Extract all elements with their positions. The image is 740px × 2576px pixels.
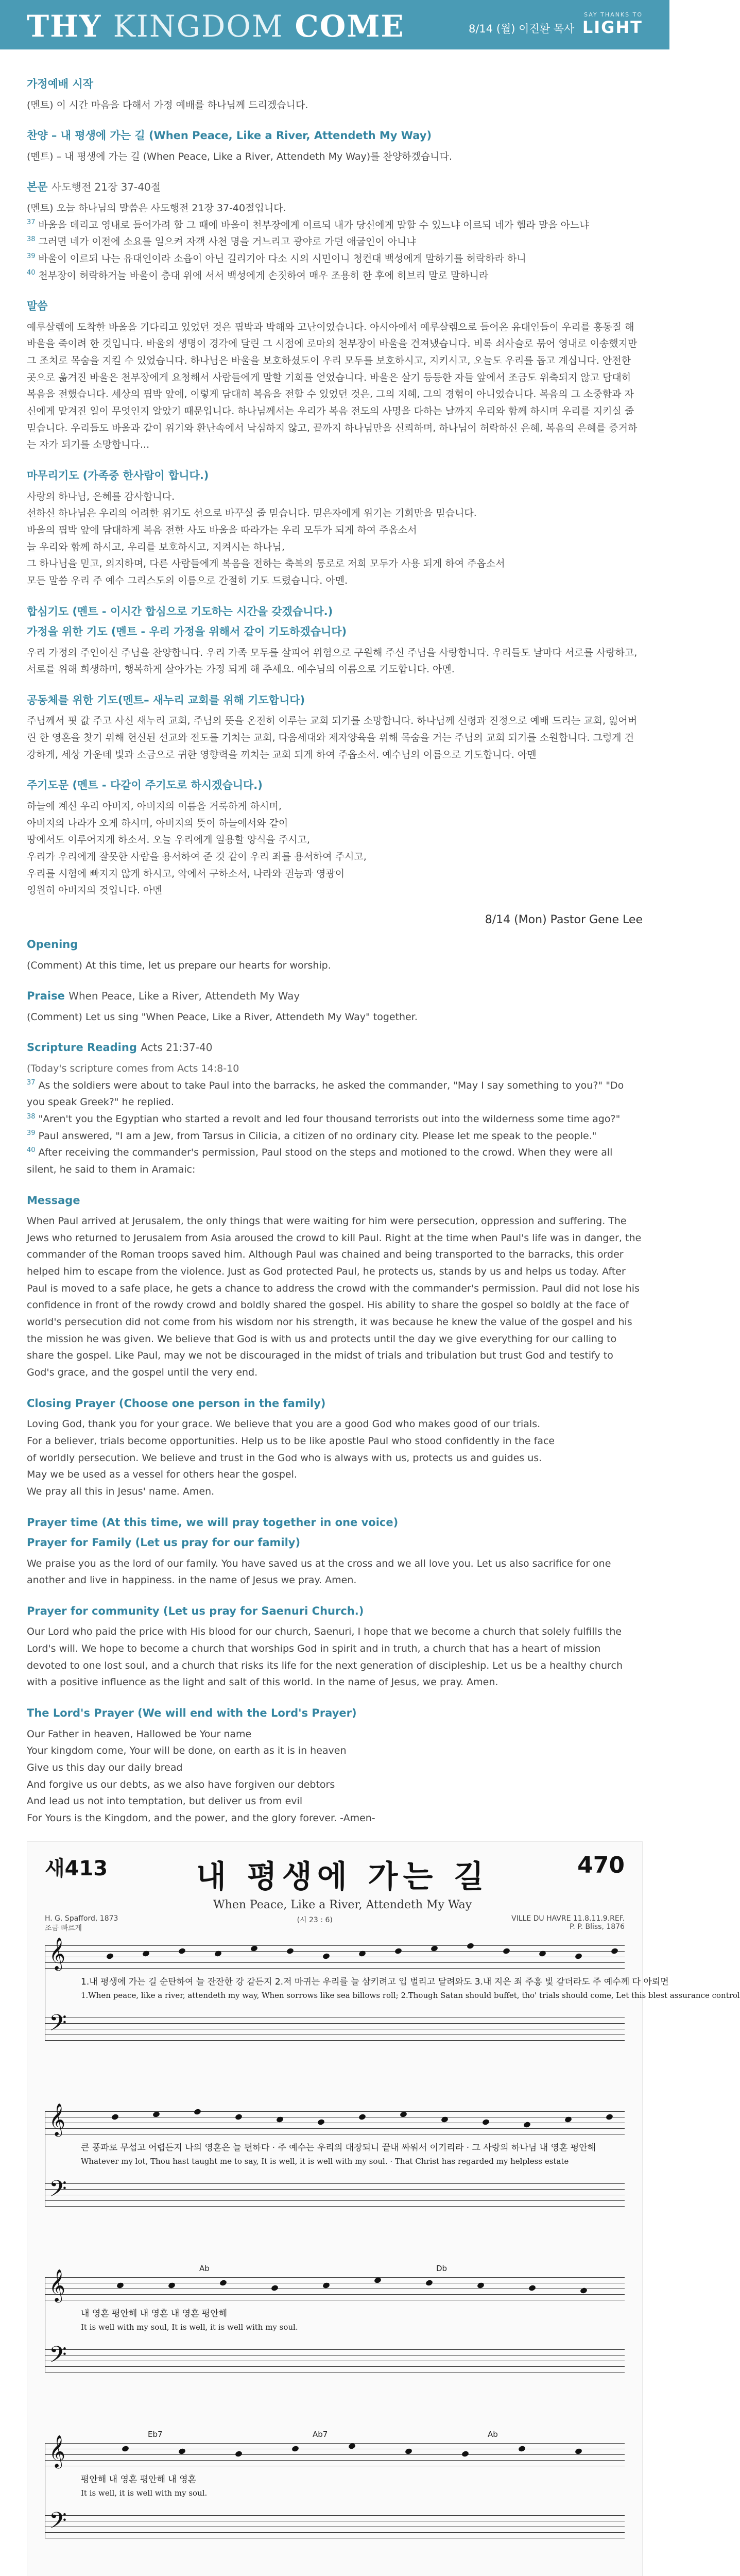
treble-staff [45, 2111, 625, 2134]
prayer-line: 바울의 핍박 앞에 담대하게 복음 전한 사도 바울을 따라가는 우리 모두가 되게 하여 주옵소서 [27, 524, 417, 536]
ko-scripture [27, 179, 643, 284]
en-community-prayer [27, 1603, 643, 1691]
prayer-line: May we be used as a vessel for others hear the gospel. [27, 1469, 297, 1481]
ko-message-text: 예루살렘에 도착한 바울을 기다리고 있었던 것은 핍박과 박해와 고난이었습니다. 아시아에서 예루살렘으로 들어온 유대인들이 우리를 흥동질 해 바울을 죽이려 한 것입니다. 바울의 생명이 경각에 달린 그 시점에 로마의 천부장이 바울을 건져냈습니다. 비록 쇠사슬로 묶어 영내로 이송했지만 그 조치로 목숨을 지킬 수 있었습니다. 하나님은 바울을 보호하셨도이 우리 모두를 보호하시고, 지키시고, 오늘도 우리를 돕고 계십니다. 안전한 곳으로 옮겨진 바울은 천부장에게 요청해서 사람들에게 말할 기회를 얻었습니다. 바울은 살기 등등한 자들 앞에서 조금도 위축되지 않고 담대히 복음을 전했습니다. 세상의 핍박 앞에, 이렇게 담대히 복음을 전할 수 있었던 것은, 그의 지혜, 그의 경험이 아니었습니다. 복음의 그 소중함과 자신에게 맡겨진 일이 무엇인지 알았기 때문입니다. 하나님께서는 우리가 복음 전도의 사명을 다하는 날까지 우리와 함께 하시며 우리를 지키실 줄 믿습니다. 우리들도 바울과 같이 위기와 환난속에서 낙심하지 않고, 끝까지 하나님만을 신뢰하며, 하나님이 허락하신 은혜, 복음의 은혜를 증거하는 자가 되기를 소망합니다... [27, 321, 638, 451]
english-liturgy [0, 937, 669, 1827]
en-scripture-intro: (Today's scripture comes from Acts 14:8-10 [27, 1062, 239, 1074]
treble-clef-icon: 𝄞 [49, 2268, 65, 2301]
prayer-line: For a believer, trials become opportunities. Help us to be like apostle Paul who stood confidently in the face [27, 1435, 555, 1447]
music-system [45, 2429, 625, 2576]
ko-lords-heading: 주기도문 (멘트 - 다같이 주기도로 하시겠습니다.) [27, 779, 263, 792]
verse-number: 37 [27, 1079, 36, 1087]
ko-family-text: 우리 가정의 주인이신 주님을 찬양합니다. 우리 가족 모두를 살피어 위험으로 구원해 주신 주님을 사랑합니다. 우리들도 날마다 서로를 사랑하고, 서로를 위해 희생하며, 행복하게 살아가는 가정 되게 해 주세요. 예수님의 이름으로 기도합니다. 아멘. [27, 647, 638, 675]
treble-staff [45, 2443, 625, 2466]
verse-number: 38 [27, 235, 36, 243]
hymn-number: 새413 [45, 1856, 108, 1880]
ko-scripture-intro: (멘트) 오늘 하나님의 말씀은 사도행전 21장 37-40절입니다. [27, 202, 286, 214]
chord-symbol: Db [436, 2263, 448, 2273]
prayer-line: Loving God, thank you for your grace. We believe that you are a good God who makes good of our trials. [27, 1418, 541, 1430]
en-scripture [27, 1040, 643, 1178]
lords-line: For Yours is the Kingdom, and the power, and the glory forever. -Amen- [27, 1812, 375, 1824]
ko-together-prayer [27, 604, 643, 678]
bass-staff [45, 2515, 625, 2538]
verse-text: 바울이 이르되 나는 유대인이라 소읍이 아닌 길리기아 다소 시의 시민이니 청컨대 백성에게 말하기를 허락하라 하니 [38, 252, 526, 264]
music-system [45, 1937, 740, 2095]
verse-number: 38 [27, 1112, 36, 1121]
en-praise-label: Praise [27, 990, 65, 1003]
en-closing-prayer [27, 1396, 643, 1500]
en-praise-text: (Comment) Let us sing "When Peace, Like a River, Attendeth My Way" together. [27, 1011, 418, 1023]
brand-small-text: SAY THANKS TO [584, 11, 643, 18]
prayer-line: 모든 말씀 우리 주 예수 그리스도의 이름으로 간절히 기도 드렸습니다. 아멘. [27, 574, 348, 586]
en-message [27, 1193, 643, 1381]
verse [27, 1077, 643, 1111]
verse [27, 1111, 643, 1128]
music-system [45, 2263, 625, 2427]
music-system [45, 2103, 625, 2261]
lords-line: And lead us not into temptation, but deliver us from evil [27, 1795, 303, 1807]
header-date-pastor: 8/14 (월) 이진환 목사 [469, 23, 575, 35]
hymn-title-en: When Peace, Like a River, Attendeth My Way [213, 1898, 472, 1911]
treble-clef-icon: 𝄞 [49, 2434, 65, 2467]
prayer-line: 그 하나님을 믿고, 의지하며, 다른 사람들에게 복음을 전하는 축복의 통로로 저희 모두가 사용 되게 하여 주옵소서 [27, 558, 505, 570]
title-word-kingdom: KINGDOM [113, 9, 284, 44]
english-byline: 8/14 (Mon) Pastor Gene Lee [485, 913, 643, 926]
ko-closing-prayer [27, 468, 643, 589]
ko-opening-text: (멘트) 이 시간 마음을 다해서 가정 예배를 하나님께 드리겠습니다. [27, 99, 308, 111]
en-scripture-heading [27, 1040, 643, 1056]
ko-scripture-heading [27, 179, 643, 196]
hymn-composer: P. P. Bliss, 1876 [570, 1922, 625, 1931]
ko-church-text: 주님께서 핏 값 주고 사신 새누리 교회, 주님의 뜻을 온전히 이루는 교회 되기를 소망합니다. 하나님께 신령과 진정으로 예배 드리는 교회, 잃어버린 한 영혼을 찾기 위해 헌신된 선교와 전도를 기치는 교회, 다음세대와 제자양육을 위해 목숨을 거는 주님의 교회 되기를 소원합니다. 그렇게 건강하게, 세상 가운데 빛과 소금으로 귀한 영향력을 끼치는 교회 되게 하여 주옵소서. 예수님의 이름으로 기도합니다. 아멘 [27, 715, 638, 760]
lords-line: Our Father in heaven, Hallowed be Your name [27, 1728, 252, 1740]
ko-scripture-label: 본문 [27, 181, 48, 194]
lords-line: 영원히 아버지의 것입니다. 아멘 [27, 885, 162, 896]
lyrics-ko: 내 영혼 평안해 내 영혼 내 영혼 평안해 [81, 2308, 228, 2319]
bass-clef-icon: 𝄢 [49, 2009, 67, 2042]
bass-staff [45, 2349, 625, 2372]
ko-opening [27, 76, 643, 113]
lords-line: And forgive us our debts, as we also have forgiven our debtors [27, 1778, 335, 1790]
hymn-tune: VILLE DU HAVRE 11.8.11.9.REF. [511, 1914, 625, 1923]
bass-staff [45, 2018, 625, 2040]
chord-symbol: Ab [199, 2263, 210, 2273]
verse-text: 바울을 데리고 영내로 들어가려 할 그 때에 바울이 천부장에게 이르되 내가 당신에게 말할 수 있느냐 이르되 네가 헬라 말을 아느냐 [38, 219, 589, 231]
lyrics-en: It is well with my soul, It is well, it is well with my soul. [81, 2322, 298, 2332]
hymn-author-block [45, 1914, 118, 1933]
lords-line: 땅에서도 이루어지게 하소서. 오늘 우리에게 일용할 양식을 주시고, [27, 834, 310, 846]
verse [27, 217, 643, 234]
header-banner [0, 0, 669, 49]
ko-lords-prayer [27, 777, 643, 899]
bass-clef-icon: 𝄢 [49, 2506, 67, 2539]
ko-closing-prayer-heading: 마무리기도 (가족중 한사람이 합니다.) [27, 469, 209, 482]
lords-line: 하늘에 계신 우리 아버지, 아버지의 이름을 거룩하게 하시며, [27, 800, 282, 812]
en-family-heading: Prayer for Family (Let us pray for our family) [27, 1536, 301, 1549]
brand-big-text: LIGHT [582, 18, 643, 37]
verse-number: 40 [27, 1146, 36, 1154]
hymn-author: H. G. Spafford, 1873 [45, 1914, 118, 1923]
ko-scripture-ref: 사도행전 21장 37-40절 [51, 181, 161, 194]
hymn-header [27, 1842, 642, 1911]
verse [27, 233, 643, 250]
en-opening-heading: Opening [27, 938, 78, 951]
lyrics-en: Whatever my lot, Thou hast taught me to say, It is well, it is well with my soul. · That Christ has regarded my helpless estate [81, 2156, 569, 2166]
chord-symbol: Ab7 [313, 2429, 328, 2439]
lyrics-ko: 평안해 내 영혼 평안해 내 영혼 [81, 2474, 197, 2485]
en-family-text: We praise you as the lord of our family. You have saved us at the cross and we all love you. Let us also sacrifice for one another and live in happiness. in the name of Jesus we pray. Amen. [27, 1557, 611, 1586]
verse-number: 40 [27, 269, 36, 277]
treble-staff [45, 2277, 625, 2300]
prayer-line: of worldly persecution. We believe and trust in the God who is always with us, protects us and guides us. [27, 1452, 542, 1464]
verse [27, 250, 643, 267]
en-lords-prayer [27, 1705, 643, 1827]
en-community-heading: Prayer for community (Let us pray for Saenuri Church.) [27, 1604, 364, 1617]
ko-opening-heading: 가정예배 시작 [27, 78, 94, 90]
lords-line: Give us this day our daily bread [27, 1762, 183, 1773]
verse-text: Paul answered, "I am a Jew, from Tarsus in Cilicia, a citizen of no ordinary city. Please let me speak to the people." [38, 1130, 597, 1142]
en-community-text: Our Lord who paid the price with His blood for our church, Saenuri, I hope that we become a church that solely fulfills the Lord's will. We hope to become a church that worships God in spirit and in truth, a church that has a heart of mission devoted to one lost soul, and a church that risks its life for the next generation of discipleship. Let us be a healthy church with a positive influence as the light and salt of this world. In the name of Jesus, we pray. Amen. [27, 1626, 623, 1688]
hymn-title-ko: 내 평생에 가는 길 [196, 1858, 489, 1895]
verse [27, 267, 643, 284]
hymn-meta [27, 1911, 642, 1933]
en-praise [27, 988, 643, 1025]
lyrics-ko: 1.내 평생에 가는 길 순탄하여 늘 잔잔한 강 같든지 2.저 마귀는 우리를 늘 삼키려고 입 벌리고 달려와도 3.내 지은 죄 주홍 빛 같더라도 주 예수께 다 아뢰면 [81, 1976, 669, 1987]
en-praise-song: When Peace, Like a River, Attendeth My Way [68, 990, 300, 1003]
title-word-thy: THY [27, 9, 102, 44]
en-scripture-ref: Acts 21:37-40 [141, 1041, 213, 1054]
hymn-sheet [27, 1841, 740, 2576]
chord-symbol: Ab [488, 2429, 498, 2439]
en-opening [27, 937, 643, 974]
ko-message-heading: 말씀 [27, 300, 48, 313]
en-message-text: When Paul arrived at Jerusalem, the only things that were waiting for him were persecution, oppression and suffering. The Jews who returned to Jerusalem from Asia aroused the crowd to kill Paul. Right at the time when Paul's life was in danger, the commander of the Roman troops saved him. Although Paul was chained and being transported to the barracks, this order helped him to escape from the violence. Just as God protected Paul, he protects us, stands by us and helps us today. After Paul is moved to a safe place, he gets a chance to address the crowd with the commander's permission. Paul did not lose his confidence in front of the rowdy crowd and boldly shared the gospel. His ability to share the gospel so boldly at the face of world's persecution did not come from his wisdom nor his strength, it was because he knew the value of the gospel and his the mission he was given. We believe that God is with us and protects until the day we give everything for our calling to share the gospel. Like Paul, may we not be discouraged in the midst of trials and tribulation but trust God and testify to God's grace, and the gospel until the very end. [27, 1215, 642, 1379]
en-opening-text: (Comment) At this time, let us prepare our hearts for worship. [27, 959, 331, 971]
hymn-tempo: 조금 빠르게 [45, 1924, 82, 1933]
lyrics-en: It is well, it is well with my soul. [81, 2488, 208, 2498]
ko-family-heading: 가정을 위한 기도 (멘트 - 우리 가정을 위해서 같이 기도하겠습니다) [27, 625, 347, 638]
prayer-line: We pray all this in Jesus' name. Amen. [27, 1485, 215, 1497]
hymn-ref: (시 23 : 6) [297, 1916, 333, 1924]
verse-text: 그러면 네가 이전에 소요를 일으켜 자객 사천 명을 거느리고 광야로 가던 애굽인이 아니냐 [38, 236, 416, 248]
verse-text: After receiving the commander's permission, Paul stood on the steps and motioned to the crowd. When they were all silent, he said to them in Aramaic: [27, 1147, 613, 1175]
en-scripture-label: Scripture Reading [27, 1041, 137, 1054]
verse-number: 39 [27, 1129, 36, 1138]
korean-liturgy [0, 49, 669, 899]
en-together-heading: Prayer time (At this time, we will pray together in one voice) [27, 1516, 399, 1529]
hymn-title [196, 1852, 489, 1911]
treble-clef-icon: 𝄞 [49, 1937, 65, 1970]
hymn-code: 470 [577, 1852, 625, 1878]
bass-clef-icon: 𝄢 [49, 2175, 67, 2208]
verse-number: 39 [27, 252, 36, 260]
en-message-heading: Message [27, 1194, 80, 1207]
bass-staff [45, 2183, 625, 2206]
lords-line: Your kingdom come, Your will be done, on earth as it is in heaven [27, 1745, 347, 1757]
verse-text: "Aren't you the Egyptian who started a revolt and led four thousand terrorists out into the wilderness some time ago?" [38, 1113, 621, 1125]
prayer-line: 사랑의 하나님, 은혜를 감사합니다. [27, 490, 175, 502]
lyrics-en: 1.When peace, like a river, attendeth my way, When sorrows like sea billows roll; 2.Though Satan should buffet, tho' trials should come, Let this blest assurance control [81, 1990, 740, 2000]
lyrics-ko: 큰 풍파로 무섭고 어렵든지 나의 영혼은 늘 편하다 · 주 예수는 우리의 대장되니 끝내 싸워서 이기리라 · 그 사랑의 하나님 내 영혼 평안해 [81, 2142, 596, 2153]
music-systems [27, 1933, 740, 2576]
page-title [27, 9, 405, 44]
en-lords-heading: The Lord's Prayer (We will end with the Lord's Prayer) [27, 1707, 357, 1720]
hymn-tune-block [511, 1914, 625, 1933]
brand-logo [582, 11, 643, 36]
ko-church-heading: 공동체를 위한 기도(멘트– 새누리 교회를 위해 기도합니다) [27, 693, 305, 706]
prayer-line: 선하신 하나님은 우리의 어려한 위기도 선으로 바꾸실 줄 믿습니다. 믿은자에게 위기는 기회만을 믿습니다. [27, 507, 477, 519]
lords-line: 우리를 시험에 빠지지 않게 하시고, 악에서 구하소서, 나라와 권능과 영광이 [27, 868, 345, 879]
ko-praise [27, 128, 643, 165]
ko-together-heading: 합심기도 (멘트 - 이시간 합심으로 기도하는 시간을 갖겠습니다.) [27, 605, 333, 618]
ko-message [27, 298, 643, 453]
en-together-prayer [27, 1515, 643, 1589]
prayer-line: 늘 우리와 함께 하시고, 우리를 보호하시고, 지켜시는 하나님, [27, 541, 285, 553]
ko-praise-heading: 찬양 – 내 평생에 가는 길 (When Peace, Like a River, Attendeth My Way) [27, 129, 432, 142]
verse-text: 천부장이 허락하거늘 바울이 층대 위에 서서 백성에게 손짓하여 매우 조용히 한 후에 히브리 말로 말하니라 [38, 269, 489, 281]
title-word-come: COME [295, 9, 405, 44]
lords-line: 아버지의 나라가 오게 하시며, 아버지의 뜻이 하늘에서와 같이 [27, 817, 288, 829]
ko-church-prayer [27, 692, 643, 764]
lords-line: 우리가 우리에게 잘못한 사람을 용서하여 준 것 같이 우리 죄를 용서하여 주시고, [27, 851, 367, 862]
chord-symbol: Eb7 [148, 2429, 163, 2439]
en-closing-heading: Closing Prayer (Choose one person in the family) [27, 1397, 326, 1410]
verse [27, 1128, 643, 1145]
en-praise-heading [27, 988, 643, 1005]
treble-staff [45, 1945, 625, 1968]
verse [27, 1144, 643, 1178]
treble-clef-icon: 𝄞 [49, 2103, 65, 2136]
bass-clef-icon: 𝄢 [49, 2341, 67, 2374]
verse-number: 37 [27, 218, 36, 227]
verse-text: As the soldiers were about to take Paul into the barracks, he asked the commander, "May I say something to you?" "Do you speak Greek?" he replied. [27, 1079, 624, 1108]
ko-praise-text: (멘트) – 내 평생에 가는 길 (When Peace, Like a River, Attendeth My Way)를 찬양하겠습니다. [27, 150, 453, 162]
